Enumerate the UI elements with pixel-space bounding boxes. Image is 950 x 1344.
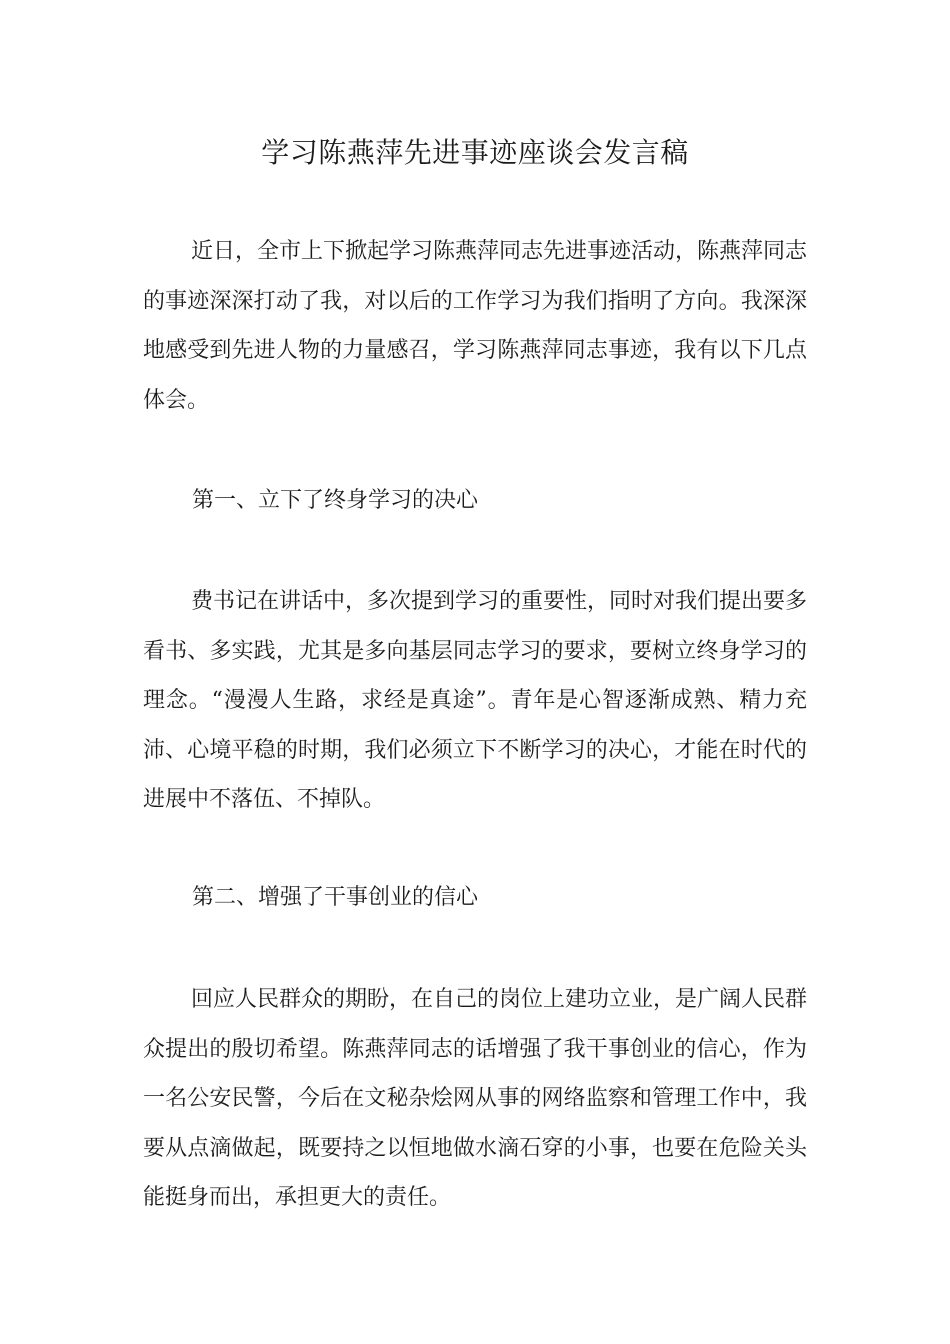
document-title: 学习陈燕萍先进事迹座谈会发言稿 [261,136,689,169]
section-1-heading: 第一、立下了终身学习的决心 [192,488,479,513]
section-2-paragraph: 回应人民群众的期盼，在自己的岗位上建功立业，是广阔人民群众提出的殷切希望。陈燕萍同志的话增强了我干事创业的信心，作为一名公安民警，今后在文秘杂烩网从事的网络监察和管理工作中，我要从点滴做起，既要持之以恒地做水滴石穿的小事，也要在危险关头能挺身而出，承担更大的责任。 [143,987,808,1210]
section-1-paragraph: 费书记在讲话中，多次提到学习的重要性，同时对我们提出要多看书、多实践，尤其是多向基层同志学习的要求，要树立终身学习的理念。“漫漫人生路，求经是真途”。青年是心智逐渐成熟、精力充沛、心境平稳的时期，我们必须立下不断学习的决心，才能在时代的进展中不落伍、不掉队。 [143,589,808,812]
intro-paragraph: 近日，全市上下掀起学习陈燕萍同志先进事迹活动，陈燕萍同志的事迹深深打动了我，对以后的工作学习为我们指明了方向。我深深地感受到先进人物的力量感召，学习陈燕萍同志事迹，我有以下几点体会。 [143,239,808,413]
section-2-heading: 第二、增强了干事创业的信心 [192,885,479,910]
